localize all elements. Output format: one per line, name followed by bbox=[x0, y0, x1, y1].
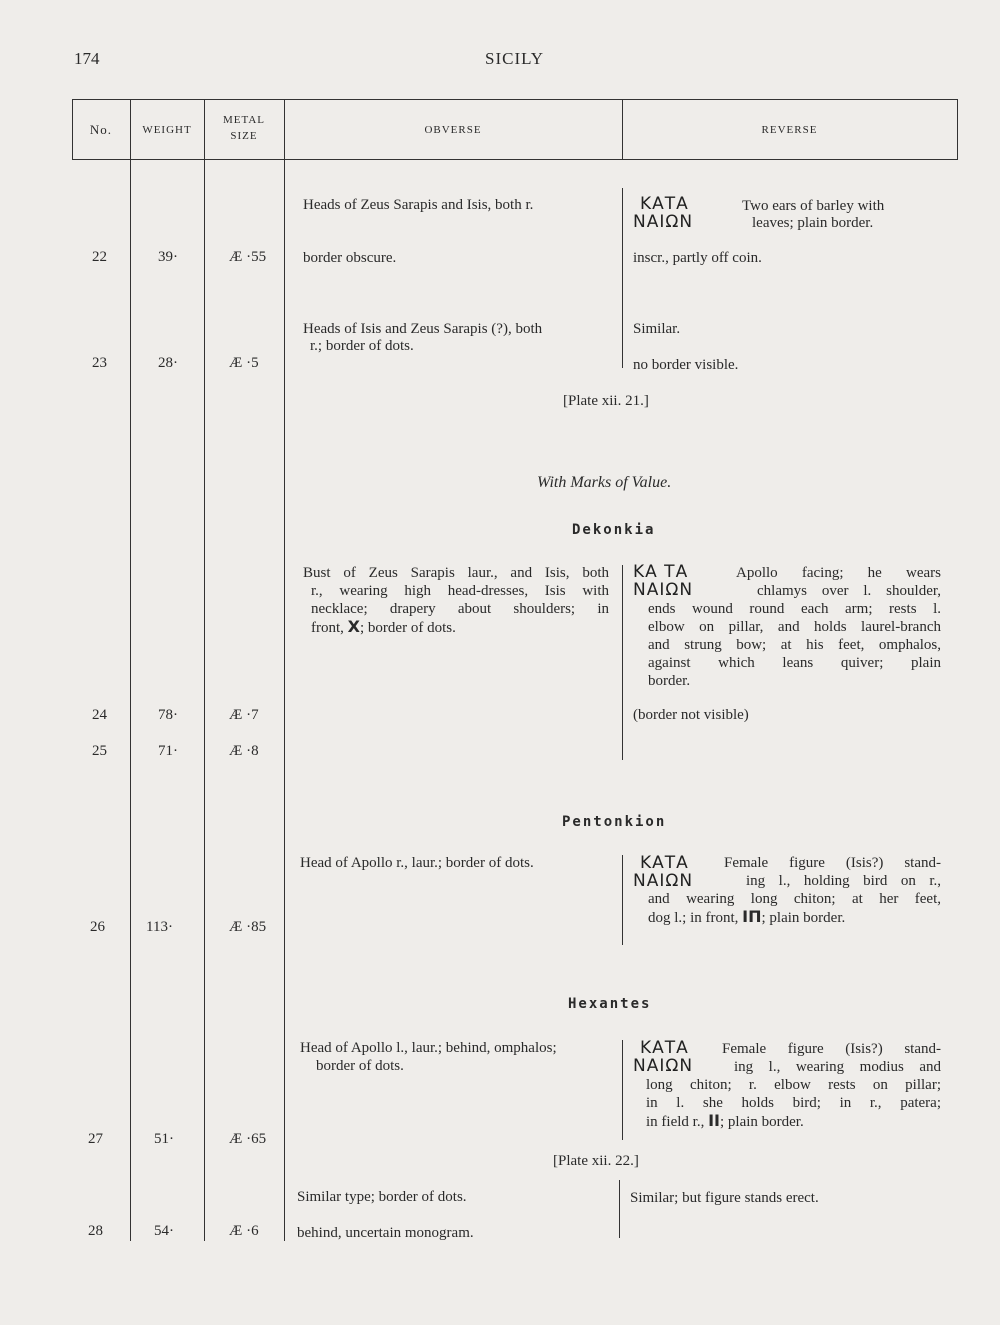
entry-weight: 71· bbox=[158, 743, 178, 759]
entry-weight: 78· bbox=[158, 707, 178, 723]
reverse-text: ing l., wearing modius and bbox=[734, 1059, 941, 1075]
entry-number: 26 bbox=[90, 919, 105, 935]
value-mark: ΙΙ bbox=[708, 1111, 720, 1130]
entry-metal-size: Æ ·85 bbox=[229, 919, 267, 935]
reverse-text: border. bbox=[648, 673, 691, 689]
obverse-text: Head of Apollo l., laur.; behind, omphalos; bbox=[300, 1040, 557, 1056]
monogram-x-mark: X bbox=[347, 617, 361, 636]
obverse-text: behind, uncertain monogram. bbox=[297, 1225, 474, 1241]
entry-metal-size: Æ ·8 bbox=[229, 743, 259, 759]
reverse-text: in l. she holds bird; in r., patera; bbox=[646, 1095, 941, 1111]
reverse-rule bbox=[622, 565, 623, 760]
reverse-inscription: ΚΑΤΑ bbox=[640, 1038, 689, 1058]
reverse-text: inscr., partly off coin. bbox=[633, 250, 762, 266]
obverse-text: Similar type; border of dots. bbox=[297, 1189, 467, 1205]
reverse-rule bbox=[622, 188, 623, 368]
plate-reference: [Plate xii. 21.] bbox=[563, 393, 649, 409]
obverse-text: r.; border of dots. bbox=[310, 338, 414, 354]
column-header-no: No. bbox=[89, 122, 113, 137]
entry-number: 28 bbox=[88, 1223, 103, 1239]
reverse-text: no border visible. bbox=[633, 357, 739, 373]
reverse-inscription: ΝΑΙΩΝ bbox=[633, 580, 694, 600]
reverse-text: Female figure (Isis?) stand- bbox=[724, 855, 941, 871]
column-rule-metal bbox=[284, 99, 285, 1241]
obverse-text: border of dots. bbox=[316, 1058, 404, 1074]
reverse-text: against which leans quiver; plain bbox=[648, 655, 941, 671]
value-mark: ΙΠ bbox=[742, 907, 762, 926]
obverse-text: Head of Apollo r., laur.; border of dots. bbox=[300, 855, 534, 871]
entry-weight: 28· bbox=[158, 355, 178, 371]
reverse-rule bbox=[622, 855, 623, 945]
reverse-text: ends wound round each arm; rests l. bbox=[648, 601, 941, 617]
obverse-text: Bust of Zeus Sarapis laur., and Isis, both r., wearing high head-dresses, Isis with necklace; drapery about shoulders; in front, X; border of dots. bbox=[303, 565, 609, 636]
entry-metal-size: Æ ·55 bbox=[229, 249, 267, 265]
reverse-rule bbox=[619, 1180, 620, 1238]
entry-weight: 39· bbox=[158, 249, 178, 265]
section-heading: Pentonkion bbox=[562, 814, 667, 830]
reverse-text: long chiton; r. elbow rests on pillar; bbox=[646, 1077, 941, 1093]
reverse-text: dog l.; in front, ΙΠ; plain border. bbox=[648, 907, 846, 926]
obverse-text: Heads of Isis and Zeus Sarapis (?), both bbox=[303, 321, 543, 337]
entry-metal-size: Æ ·6 bbox=[229, 1223, 259, 1239]
reverse-inscription: ΝΑΙΩΝ bbox=[633, 212, 694, 232]
reverse-text: ing l., holding bird on r., bbox=[746, 873, 941, 889]
entry-metal-size: Æ ·5 bbox=[229, 355, 259, 371]
entry-number: 22 bbox=[92, 249, 107, 265]
reverse-inscription: ΝΑΙΩΝ bbox=[633, 871, 694, 891]
column-header-metal: METAL bbox=[222, 114, 265, 126]
page-number: 174 bbox=[74, 49, 100, 68]
entry-weight: 54· bbox=[154, 1223, 174, 1239]
entry-number: 25 bbox=[92, 743, 107, 759]
plate-reference: [Plate xii. 22.] bbox=[553, 1153, 639, 1169]
section-subtitle: With Marks of Value. bbox=[537, 474, 672, 491]
entry-number: 23 bbox=[92, 355, 107, 371]
reverse-inscription: ΚΑ ΤΑ bbox=[633, 562, 689, 582]
entry-metal-size: Æ ·7 bbox=[229, 707, 259, 723]
reverse-text: Similar; but figure stands erect. bbox=[630, 1190, 819, 1206]
reverse-text: (border not visible) bbox=[633, 707, 749, 723]
column-rule-no bbox=[130, 99, 131, 1241]
reverse-text: elbow on pillar, and holds laurel-branch bbox=[648, 619, 941, 635]
entry-number: 27 bbox=[88, 1131, 103, 1147]
reverse-text: Female figure (Isis?) stand- bbox=[722, 1041, 941, 1057]
column-header-weight: WEIGHT bbox=[142, 124, 192, 136]
reverse-text: Apollo facing; he wears bbox=[736, 565, 941, 581]
section-heading: Hexantes bbox=[568, 996, 652, 1012]
reverse-inscription: ΝΑΙΩΝ bbox=[633, 1056, 694, 1076]
entry-weight: 113· bbox=[146, 919, 173, 935]
obverse-text: Heads of Zeus Sarapis and Isis, both r. bbox=[303, 197, 534, 213]
section-heading: Dekonkia bbox=[572, 522, 656, 538]
entry-weight: 51· bbox=[154, 1131, 174, 1147]
column-header-size: SIZE bbox=[230, 130, 258, 142]
table-right-rule bbox=[957, 99, 958, 160]
reverse-text: and wearing long chiton; at her feet, bbox=[648, 891, 941, 907]
reverse-text: chlamys over l. shoulder, bbox=[757, 583, 941, 599]
reverse-inscription: ΚΑΤΑ bbox=[640, 194, 689, 214]
reverse-text: leaves; plain border. bbox=[752, 215, 874, 231]
reverse-text: and strung bow; at his feet, omphalos, bbox=[648, 637, 941, 653]
column-header-obverse: OBVERSE bbox=[424, 124, 482, 136]
reverse-text: Similar. bbox=[633, 321, 681, 337]
running-title: SICILY bbox=[485, 49, 545, 68]
obverse-text: border obscure. bbox=[303, 250, 397, 266]
entry-metal-size: Æ ·65 bbox=[229, 1131, 267, 1147]
reverse-rule bbox=[622, 1040, 623, 1140]
entry-number: 24 bbox=[92, 707, 107, 723]
reverse-text: in field r., ΙΙ; plain border. bbox=[646, 1111, 804, 1130]
reverse-inscription: ΚΑΤΑ bbox=[640, 853, 689, 873]
reverse-text: Two ears of barley with bbox=[742, 198, 885, 214]
column-header-reverse: REVERSE bbox=[761, 124, 818, 136]
column-rule-weight bbox=[204, 99, 205, 1241]
